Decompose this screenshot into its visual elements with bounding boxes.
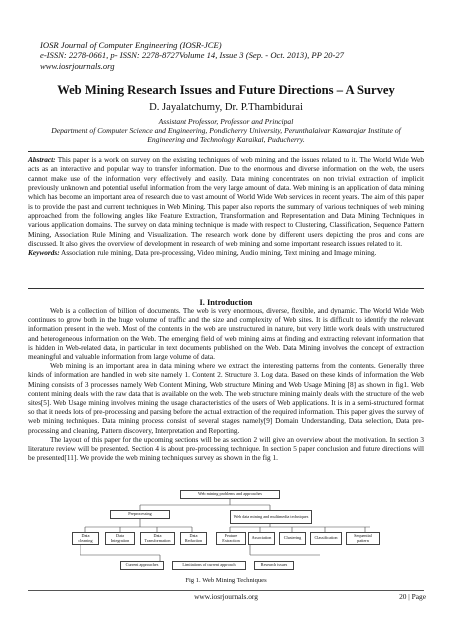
fig-node-sequential-pattern: Sequential pattern xyxy=(346,532,380,545)
affiliation-line-2: Engineering and Technology Karaikal, Puducherry. xyxy=(147,135,305,144)
fig-node-clustering: Clustering xyxy=(279,532,306,545)
fig-limitations: Limitations of current approach xyxy=(172,561,246,570)
fig-node-data-transformation: Data Transformation xyxy=(140,532,175,545)
author-role: Assistant Professor, Professor and Principal xyxy=(158,117,294,126)
paper-title: Web Mining Research Issues and Future Directions – A Survey xyxy=(57,83,395,97)
fig-node-data-reduction: Data Reduction xyxy=(180,532,207,545)
fig-node-data-cleaning: Data cleaning xyxy=(72,532,99,545)
intro-paragraph-3: The layout of this paper for the upcoming sections will be as section 2 will give an overview about the motivation. In section 3 literature review will be presented. Section 4 is about pre-processing technique. In section 5 paper conclusion and future directions will be presented[11]. We provide the web mining techniques survey as shown in the fig 1. xyxy=(28,435,424,463)
fig-research-issues: Research issues xyxy=(254,561,294,570)
journal-header xyxy=(40,40,344,71)
page-footer xyxy=(0,590,452,610)
fig-node-data-integration: Data Integration xyxy=(105,532,135,545)
fig-data-mining-box: Web data mining and multimedia techniques xyxy=(230,510,312,524)
fig-current-approaches: Current approaches xyxy=(120,561,164,570)
figure-caption: Fig 1. Web Mining Techniques xyxy=(185,577,267,584)
fig-node-classification: Classification xyxy=(310,532,342,545)
intro-paragraph-2: Web mining is an important area in data mining where we extract the interesting patterns from the contents. Generally three kinds of information are handled in web site namely 1. Content 2. Structure 3. Log data. Based on these kinds of information the Web Mining consists of 3 processes namely Web Content Mining, Web structure Mining and Web Usage Mining [8] as shown in fig1. Web content mining deals with the raw data that is available on the web. The web structure mining mainly deals with the structure of the web sites[5]. Web Usage mining involves mining the usage characteristics of the users of Web applications. It is in a semi-structured format so that it needs lots of pre-processing and parsing before the actual extraction of the required information. This paper gives the survey of web mining techniques. Data mining process consist of several stages namely[9] Domain Understanding, Data selection, Data pre-processing and cleaning, Pattern discovery, Interpretation and Reporting. xyxy=(28,362,424,435)
journal-site: www.iosrjournals.org xyxy=(40,60,115,71)
keywords-text: Association rule mining, Data pre-processing, Video mining, Audio mining, Text mining and Image mining. xyxy=(61,248,377,258)
footer-rule xyxy=(28,590,424,591)
abstract-label: Abstract: xyxy=(28,155,56,164)
abstract-text: This paper is a work on survey on the existing techniques of web mining and the issues related to it. The World Wide Web acts as an interactive and popular way to transfer information. Due to the enormous and diverse information on the web, the users cannot make use of the information very effectively and easily. Data mining concentrates on non trivial extraction of implicit previously unknown and potential useful information from the very large amount of data. Web mining is an application of data mining which has become an important area of research due to vast amount of World Wide Web services in recent years. The aim of this paper is to provide the past and current techniques in Web Mining. This paper also reports the summary of various techniques of web mining approached from the following angles like Feature Extraction, Transformation and Representation and Data Mining Techniques in various application domains. The survey on data mining technique is made with respect to Clustering, Classification, Sequence Pattern Mining, Association Rule Mining and Visualization. The research work done by different users depicting the pros and cons are discussed. It also gives the overview of development in research of web mining and some important research issues related to it. xyxy=(28,155,424,249)
paper-authors: D. Jayalatchumy, Dr. P.Thambidurai xyxy=(149,102,303,113)
fig-node-feature-extraction: Feature Extraction xyxy=(216,532,246,545)
abstract-paragraph xyxy=(28,155,424,248)
keywords-line xyxy=(28,248,424,257)
intro-body xyxy=(28,307,424,463)
abstract-top-rule xyxy=(28,151,424,152)
fig-preprocessing-box: Preprocessing xyxy=(110,510,170,519)
web-mining-figure xyxy=(80,487,380,575)
journal-name: IOSR Journal of Computer Engineering (IOSR-JCE) xyxy=(40,40,222,50)
abstract-bottom-rule xyxy=(28,288,424,289)
affiliation-line-1: Department of Computer Science and Engineering, Pondicherry University, Perunthalaivar Kamarajar Institute of xyxy=(51,126,401,135)
intro-paragraph-1: Web is a collection of billion of documents. The web is very enormous, diverse, flexible, and dynamic. The World Wide Web continues to grow both in the huge volume of traffic and the size and complexity of Web sites. It is difficult to identify the relevant information present in the web. Most of the contents in the web are unstructured in nature, but very little work deals with unstructured and heterogeneous information on the Web. The emerging field of web mining aims at finding and extracting relevant information that is hidden in Web-related data, in particular in text documents published on the Web. Data Mining involves the concept of extraction meaningful and valuable information from large volume of data. xyxy=(28,307,424,362)
footer-url: www.iosrjournals.org xyxy=(194,592,258,601)
journal-issn: e-ISSN: 2278-0661, p- ISSN: 2278-8727Volume 14, Issue 3 (Sep. - Oct. 2013), PP 20-27 xyxy=(40,50,344,61)
keywords-label: Keywords: xyxy=(28,248,60,258)
section-heading: I. Introduction xyxy=(199,298,253,307)
abstract-block xyxy=(28,155,424,258)
fig-root-box: Web mining problems and approaches xyxy=(180,490,280,499)
fig-node-association: Association xyxy=(248,532,275,545)
footer-page-number: 20 | Page xyxy=(399,592,426,601)
